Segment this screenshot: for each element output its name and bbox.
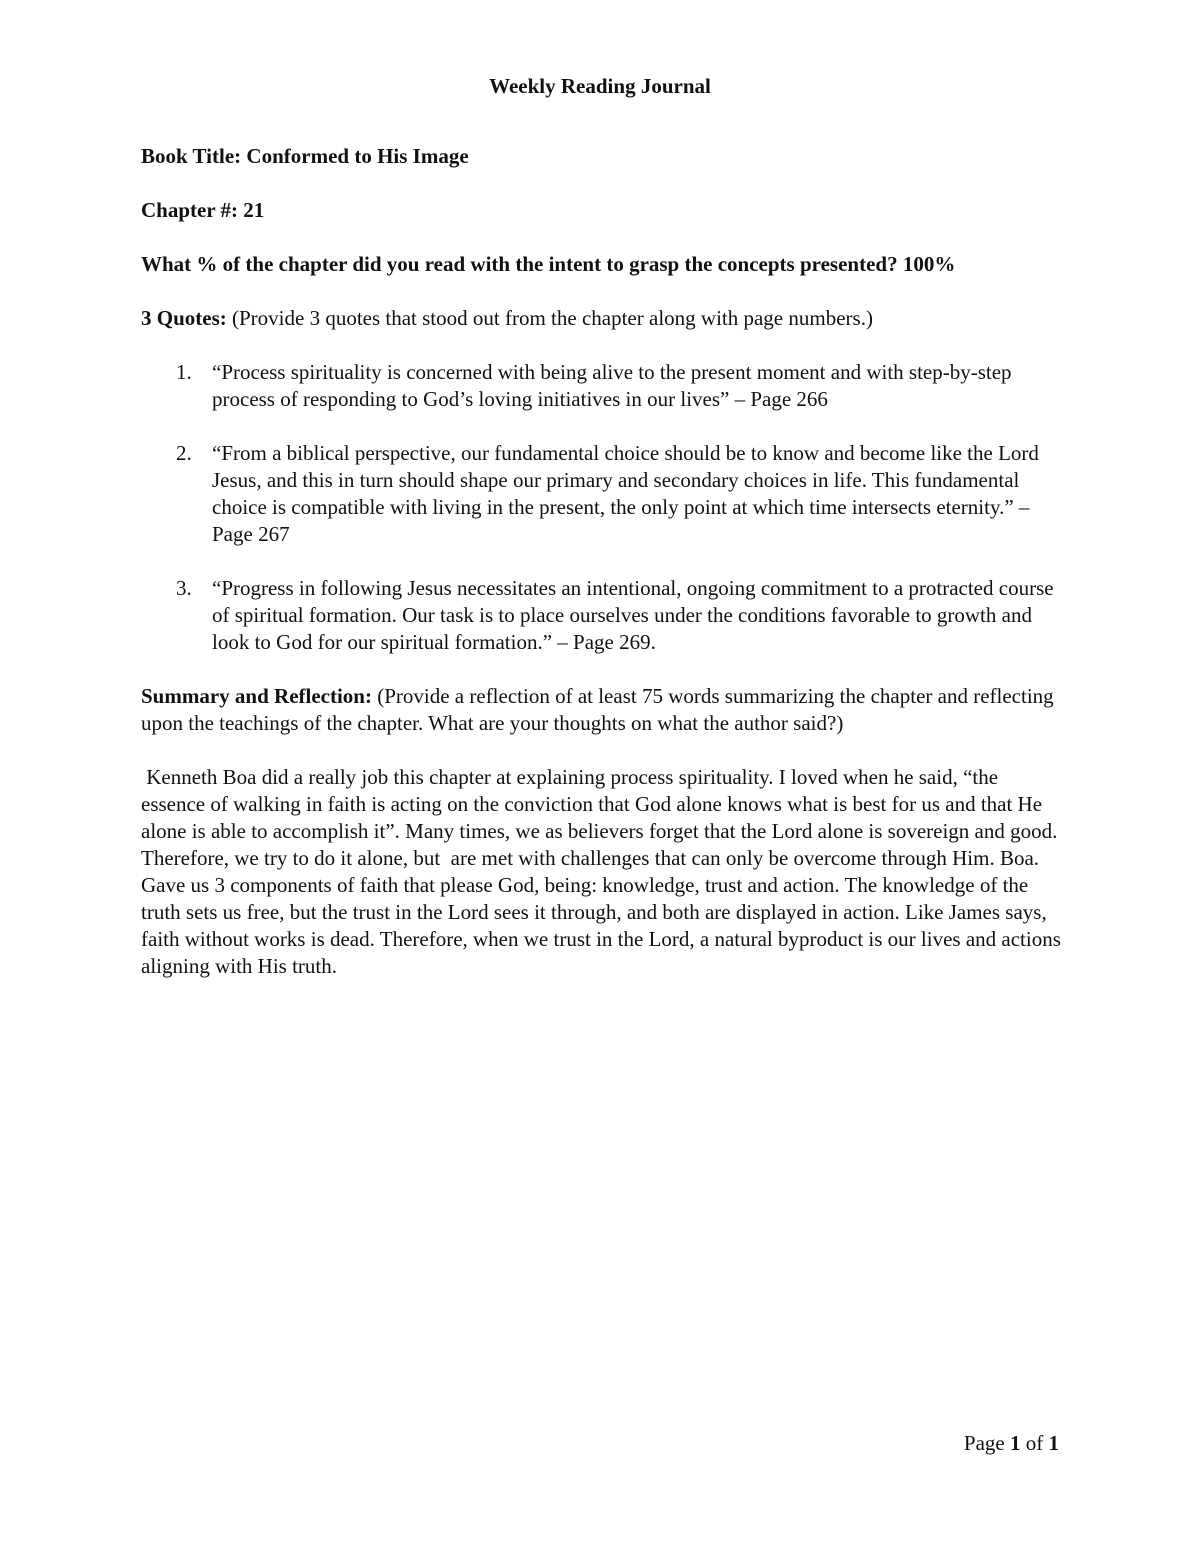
footer-page-word: Page [963,1431,1005,1455]
percent-value: 100% [902,252,956,276]
quotes-list [141,359,1066,656]
quote-text: “Progress in following Jesus necessitates an intentional, ongoing commitment to a protracted course of spiritual formation. Our task is to place ourselves under the conditions favorable to growth and look to God for our spiritual formation.” – Page 269. [212,576,1054,654]
journal-content [141,143,1066,980]
chapter-value: 21 [243,198,265,222]
list-item [141,440,1066,548]
summary-body: Kenneth Boa did a really job this chapter at explaining process spirituality. I loved when he said, “the essence of walking in faith is acting on the conviction that God alone knows what is best for us and that He alone is able to accomplish it”. Many times, we as believers forget that the Lord alone is sovereign and good. Therefore, we try to do it alone, but are met with challenges that can only be overcome through Him. Boa. Gave us 3 components of faith that please God, being: knowledge, trust and action. The knowledge of the truth sets us free, but the trust in the Lord sees it through, and both are displayed in action. Like James says, faith without works is dead. Therefore, when we trust in the Lord, a natural byproduct is our lives and actions aligning with His truth. [141,765,1067,978]
quote-text: “From a biblical perspective, our fundamental choice should be to know and become like the Lord Jesus, and this in turn should shape our primary and secondary choices in life. This fundamental choice is compatible with living in the present, the only point at which time intersects eternity.” – Page 267 [212,441,1039,546]
footer-of-word: of [1025,1431,1044,1455]
quotes-label: 3 Quotes: [141,306,227,330]
footer-current-page: 1 [1010,1431,1021,1455]
quote-text: “Process spirituality is concerned with being alive to the present moment and with step-by-step process of responding to God’s loving initiatives in our lives” – Page 266 [212,360,1012,411]
book-title-label: Book Title: [141,144,242,168]
percent-question: What % of the chapter did you read with the intent to grasp the concepts presented? [141,252,898,276]
chapter-line [141,197,1066,224]
book-title-value: Conformed to His Image [246,144,469,168]
quote-number: 1. [176,360,192,384]
list-item [141,575,1066,656]
quotes-instructions: (Provide 3 quotes that stood out from the chapter along with page numbers.) [232,306,873,330]
summary-heading [141,683,1066,737]
list-item [141,359,1066,413]
page-footer [964,1430,1059,1457]
summary-label: Summary and Reflection: [141,684,372,708]
book-title-line [141,143,1066,170]
chapter-label: Chapter #: [141,198,239,222]
summary-instructions: (Provide a reflection of at least 75 words summarizing the chapter and reflecting upon the teachings of the chapter. What are your thoughts on what the author said?) [141,684,1054,735]
page-title: Weekly Reading Journal [489,74,711,98]
quote-number: 2. [176,441,192,465]
quote-number: 3. [176,576,192,600]
percent-line [141,251,1066,278]
quotes-heading [141,305,1066,332]
footer-total-pages: 1 [1048,1431,1059,1455]
